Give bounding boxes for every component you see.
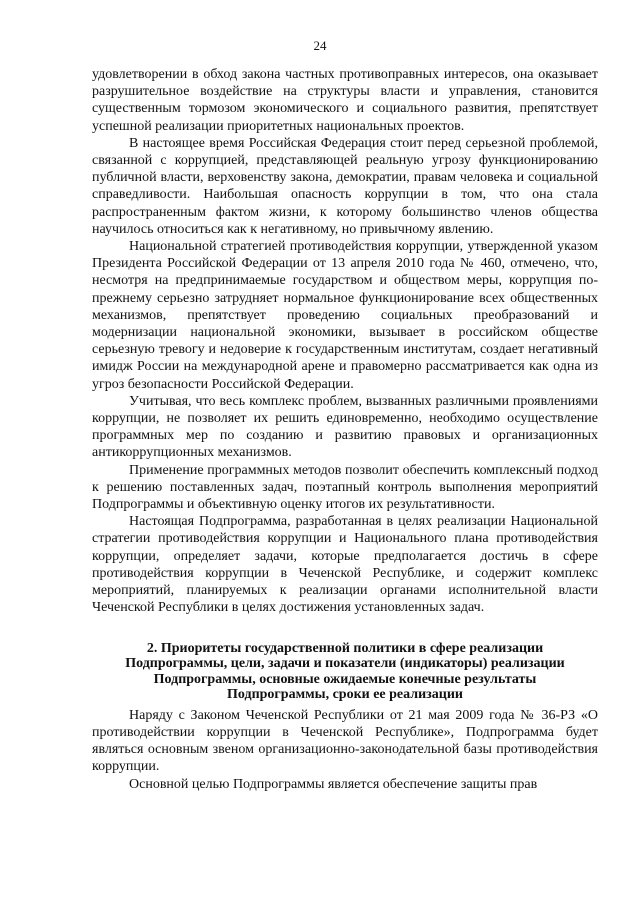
paragraph: Национальной стратегией противодействия коррупции, утвержденной указом Президента Российской Федерации от 13 апреля 2010 года № 460, отмечено, что, несмотря на предпринимаемые государством и обществом меры, коррупция по-прежнему серьезно затрудняет нормальное функционирование всех общественных механизмов, препятствует проведению социальных преобразований и модернизации национальной экономики, вызывает в российском обществе серьезную тревогу и недоверие к государственным институтам, создает негативный имидж России на международной арене и правомерно рассматривается как одна из угроз безопасности Российской Федерации.	[92, 239, 598, 392]
document-body	[92, 66, 598, 793]
page-number: 24	[313, 38, 327, 53]
paragraph: Наряду с Законом Чеченской Республики от 21 мая 2009 года № 36-РЗ «О противодействии коррупции в Чеченской Республике», Подпрограмма будет являться основным звеном организационно-законодательной базы противодействия коррупции.	[92, 707, 598, 775]
paragraph: В настоящее время Российская Федерация стоит перед серьезной проблемой, связанной с коррупцией, представляющей реальную угрозу функционированию публичной власти, верховенству закона, демократии, правам человека и социальной справедливости. Наибольшая опасность коррупции в том, что она стала распространенным фактом жизни, к которому большинство членов общества научилось относиться как к негативному, но привычному явлению.	[92, 135, 598, 237]
paragraph: Настоящая Подпрограмма, разработанная в целях реализации Национальной стратегии противодействия коррупции и Национального плана противодействия коррупции, определяет задачи, которые предполагается достичь в сфере противодействия коррупции в Чеченской Республике, и содержит комплекс мероприятий, планируемых к реализации органами исполнительной власти Чеченской Республики в целях достижения установленных задач.	[92, 514, 598, 616]
paragraph: Учитывая, что весь комплекс проблем, вызванных различными проявлениями коррупции, не позволяет их решить единовременно, необходимо осуществление программных мер по созданию и развитию правовых и организационных антикоррупционных механизмов.	[92, 393, 598, 461]
paragraph: удовлетворении в обход закона частных противоправных интересов, она оказывает разрушительное воздействие на структуры власти и управления, становится существенным тормозом экономического и социального развития, препятствует успешной реализации приоритетных национальных проектов.	[92, 67, 598, 134]
section-heading-line: Подпрограммы, цели, задачи и показатели (индикаторы) реализации	[125, 656, 565, 672]
paragraph: Основной целью Подпрограммы является обеспечение защиты прав	[129, 776, 538, 792]
section-heading-line: 2. Приоритеты государственной политики в сфере реализации	[146, 640, 544, 656]
paragraph: Применение программных методов позволит обеспечить комплексный подход к решению поставленных задач, поэтапный контроль выполнения мероприятий Подпрограммы и объективную оценку итогов их результативности.	[92, 462, 598, 513]
section-heading-line: Подпрограммы, основные ожидаемые конечные результаты	[153, 671, 537, 687]
section-heading	[92, 641, 598, 703]
section-heading-line: Подпрограммы, сроки ее реализации	[227, 687, 463, 703]
